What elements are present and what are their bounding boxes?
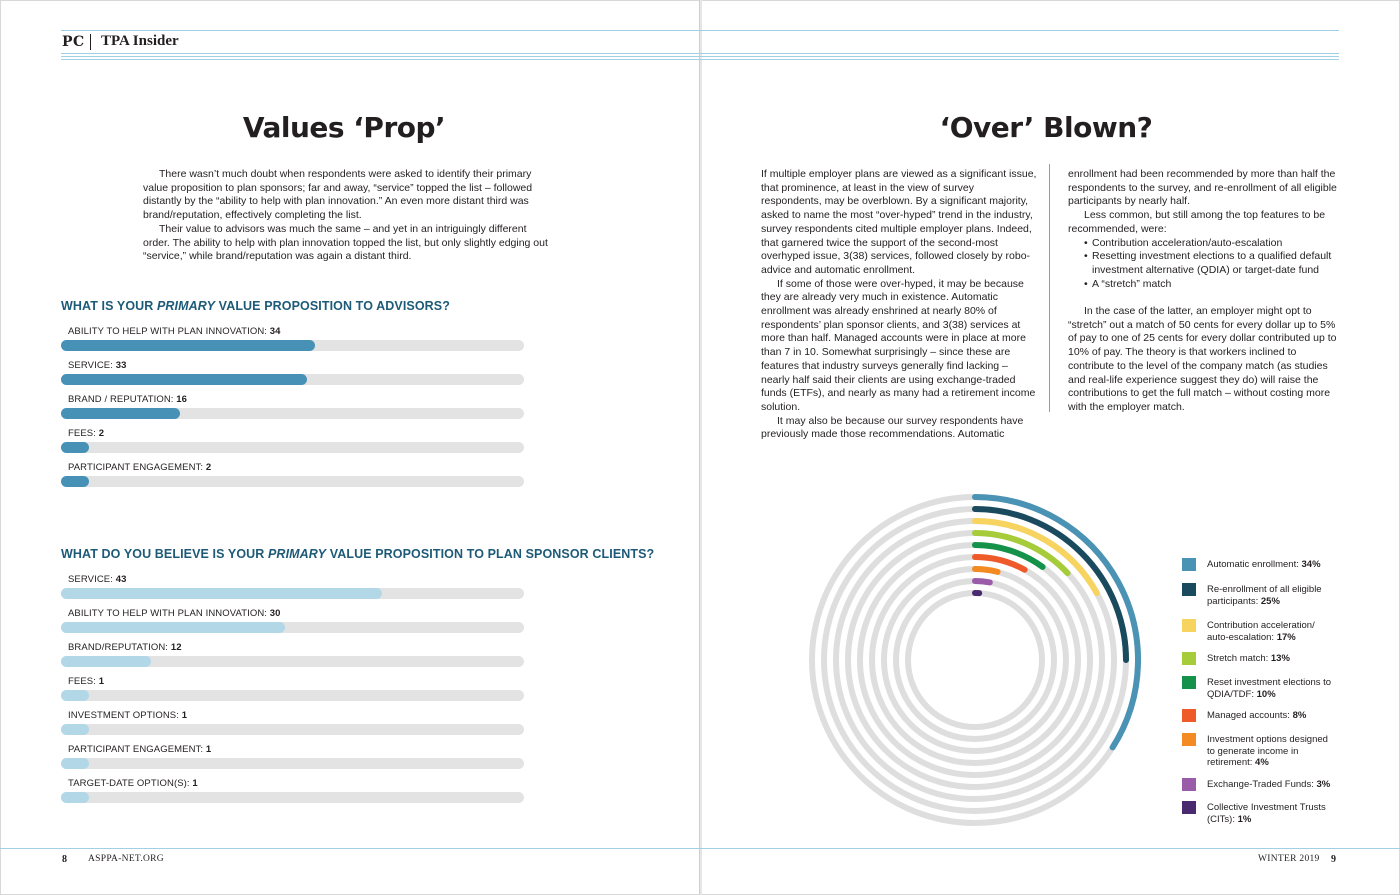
masthead-top-rule [61,30,1339,31]
bar-label [68,360,127,371]
masthead-rule-1 [61,53,1339,54]
legend-swatch [1182,676,1196,689]
legend-entry [1207,802,1337,825]
bar-fill [61,340,315,351]
bar-track [61,408,524,419]
bar-fill [61,724,89,735]
legend-label: Automatic enrollment: [1207,559,1299,570]
list-item: • Contribution acceleration/auto-escalation [1084,237,1340,251]
masthead-separator [90,34,91,50]
bar-track [61,374,524,385]
bar-label-text: ABILITY TO HELP WITH PLAN INNOVATION: [68,326,268,337]
left-headline: Values ‘Prop’ [242,111,446,144]
legend-entry [1207,653,1337,665]
ring-track [896,581,1054,739]
bar-fill [61,442,89,453]
legend-value: 8% [1292,710,1307,721]
bar-track [61,724,524,735]
legend-value: 25% [1260,595,1280,607]
bar-value: 1 [205,744,212,755]
publication-logo: PC [62,34,85,50]
legend-value: 17% [1276,631,1296,643]
bar-track [61,792,524,803]
legend-label: Collective Investment Trusts (CITs): [1207,802,1326,825]
bar-label-text: ABILITY TO HELP WITH PLAN INNOVATION: [68,608,268,619]
bar-track [61,622,524,633]
ring-track [872,557,1078,763]
legend-swatch [1182,652,1196,665]
footer-rule [0,848,1400,849]
legend-label: Stretch match: [1207,653,1269,664]
bar-value: 43 [115,574,127,585]
legend-swatch [1182,619,1196,632]
bar-label [68,676,104,687]
right-page-number: 9 [1331,854,1337,865]
bar-value: 1 [181,710,188,721]
legend-entry [1207,710,1337,722]
bar-label-text: PARTICIPANT ENGAGEMENT: [68,462,204,473]
bar-fill [61,622,285,633]
masthead-rule-2 [61,56,1339,57]
legend-entry [1207,779,1337,791]
left-page-number: 8 [62,854,68,865]
bar-label [68,744,211,755]
bar-fill [61,656,151,667]
bar-fill [61,476,89,487]
bar-track [61,690,524,701]
bar-label-text: SERVICE: [68,360,113,371]
bar-track [61,656,524,667]
legend-label: Managed accounts: [1207,710,1290,721]
ring-arc-7 [975,569,998,572]
bar-label [68,326,281,337]
legend-swatch [1182,778,1196,791]
bar-label [68,394,187,405]
legend-entry [1207,584,1337,607]
ring-track [884,569,1066,751]
bar-label-text: FEES: [68,428,96,439]
legend-swatch [1182,583,1196,596]
right-headline: ‘Over’ Blown? [939,111,1153,144]
masthead-rule-3 [61,59,1339,60]
bar-value: 33 [115,360,127,371]
bar-label [68,608,281,619]
bar-value: 12 [170,642,182,653]
radial-bar-chart [790,475,1160,845]
bar-fill [61,758,89,769]
bar-label-text: BRAND / REPUTATION: [68,394,174,405]
left-paragraph: Their value to advisors was much the same – and yet in an intriguingly different order. The ability to help with plan innovation topped the list, but only slightly edging out “service,” while brand/reputation was again a distant third. [143,222,548,263]
bar-fill [61,690,89,701]
ring-track [908,593,1042,727]
right-paragraph: If some of those were over-hyped, it may be because they are already very much in existence. Automatic enrollment was already enshrined at nearly 80% of respondents’ plan sponsor clients, and 3(38) services at more than half. Managed accounts were in place at more than 7 in 10. Somewhat surprisingly – since these are features that industry surveys generally find lacking – nearly half said their clients are using exchange-traded funds (ETFs), and nearly as many had a retirement income solution. [761,277,1036,413]
bar-label [68,710,187,721]
bar-value: 2 [205,462,212,473]
bar-label [68,778,198,789]
left-folio-site: ASPPA-NET.ORG [88,854,164,864]
right-paragraph: In the case of the latter, an employer might opt to “stretch” out a match of 50 cents for every dollar up to 5% of pay to one of 25 cents for every dollar contributed up to 10% of pay. The theory is that workers inclined to contribute to the level of the company match (as studies and real-life experience suggest they do) will raise the contributions to get the full match – without costing more with the employer match. [1068,305,1337,413]
bar-label-text: SERVICE: [68,574,113,585]
right-column-2 [1068,168,1340,415]
bar-label-text: BRAND/REPUTATION: [68,642,169,653]
recommendation-list [1068,237,1340,292]
bar-value: 30 [269,608,281,619]
legend-entry [1207,677,1337,700]
left-intro-text [143,168,553,264]
bar-value: 1 [192,778,198,789]
bar-track [61,340,524,351]
legend-label: Exchange-Traded Funds: [1207,779,1314,790]
bar-label [68,462,211,473]
bar-fill [61,792,89,803]
legend-entry [1207,559,1337,571]
right-paragraph: It may also be because our survey respondents have previously made those recommendations. Automatic [761,414,1024,441]
ring-arc-8 [975,581,990,582]
bar-track [61,758,524,769]
bar-track [61,476,524,487]
column-divider [1049,164,1050,412]
right-folio-issue: WINTER 2019 [1258,854,1320,864]
bar-value: 2 [98,428,105,439]
legend-entry [1207,734,1337,769]
list-item: • A “stretch” match [1084,278,1340,292]
bar-fill [61,408,180,419]
legend-swatch [1182,733,1196,746]
bar-label [68,642,182,653]
legend-swatch [1182,709,1196,722]
bar-value: 1 [98,676,105,687]
bar-fill [61,374,307,385]
legend-value: 4% [1255,757,1269,768]
legend-label: Re-enrollment of all eligible participants: [1207,584,1322,607]
right-paragraph: If multiple employer plans are viewed as a significant issue, that prominence, at least in the view of survey respondents, may be overblown. By a significant majority, asked to name the most “over-hyped” trend in the industry, survey respondents cited multiple employer plans. Indeed, that garnered twice the support of the second-most overhyped issue, 3(38) services, followed closely by robo-advice and automatic enrollment. [761,168,1037,276]
legend-swatch [1182,558,1196,571]
bar-value: 34 [269,326,281,337]
list-item: • Resetting investment elections to a qualified default investment alternative (QDIA) or target-date fund [1084,250,1340,277]
legend-value: 10% [1256,688,1276,700]
bar-label [68,574,127,585]
right-paragraph: enrollment had been recommended by more than half the respondents to the survey, and re-enrollment of all eligible participants by nearly half. [1068,168,1337,208]
bar-label [68,428,104,439]
legend-value: 34% [1301,559,1321,570]
bar-value: 16 [176,394,188,405]
bar-track [61,588,524,599]
publication-title: TPA Insider [101,33,179,49]
legend-value: 1% [1237,813,1252,825]
bar-label-text: FEES: [68,676,96,687]
page-spine [699,0,702,895]
legend-entry [1207,620,1337,643]
bar-track [61,442,524,453]
legend-label: Reset investment elections to QDIA/TDF: [1207,677,1332,700]
right-paragraph: Less common, but still among the top features to be recommended, were: [1068,209,1326,235]
legend-label: Investment options designed to generate income in retirement: [1207,734,1328,768]
legend-label: Contribution acceleration/ auto-escalation: [1207,620,1315,643]
bar-fill [61,588,382,599]
advisors-heading: WHAT IS YOUR PRIMARY VALUE PROPOSITION TO ADVISORS? [61,299,450,313]
bar-label-text: INVESTMENT OPTIONS: [68,710,179,721]
legend-value: 13% [1270,653,1290,664]
legend-swatch [1182,801,1196,814]
bar-label-text: TARGET-DATE OPTION(S): [68,778,190,789]
right-column-1 [761,168,1037,442]
legend-value: 3% [1316,779,1331,790]
sponsors-heading: WHAT DO YOU BELIEVE IS YOUR PRIMARY VALUE PROPOSITION TO PLAN SPONSOR CLIENTS? [61,547,655,561]
bar-label-text: PARTICIPANT ENGAGEMENT: [68,744,204,755]
left-paragraph: There wasn’t much doubt when respondents were asked to identify their primary value proposition to plan sponsors; far and away, “service” topped the list – followed distantly by the “ability to help with plan innovation.” An even more distant third was brand/reputation, effectively completing the list. [143,168,533,222]
